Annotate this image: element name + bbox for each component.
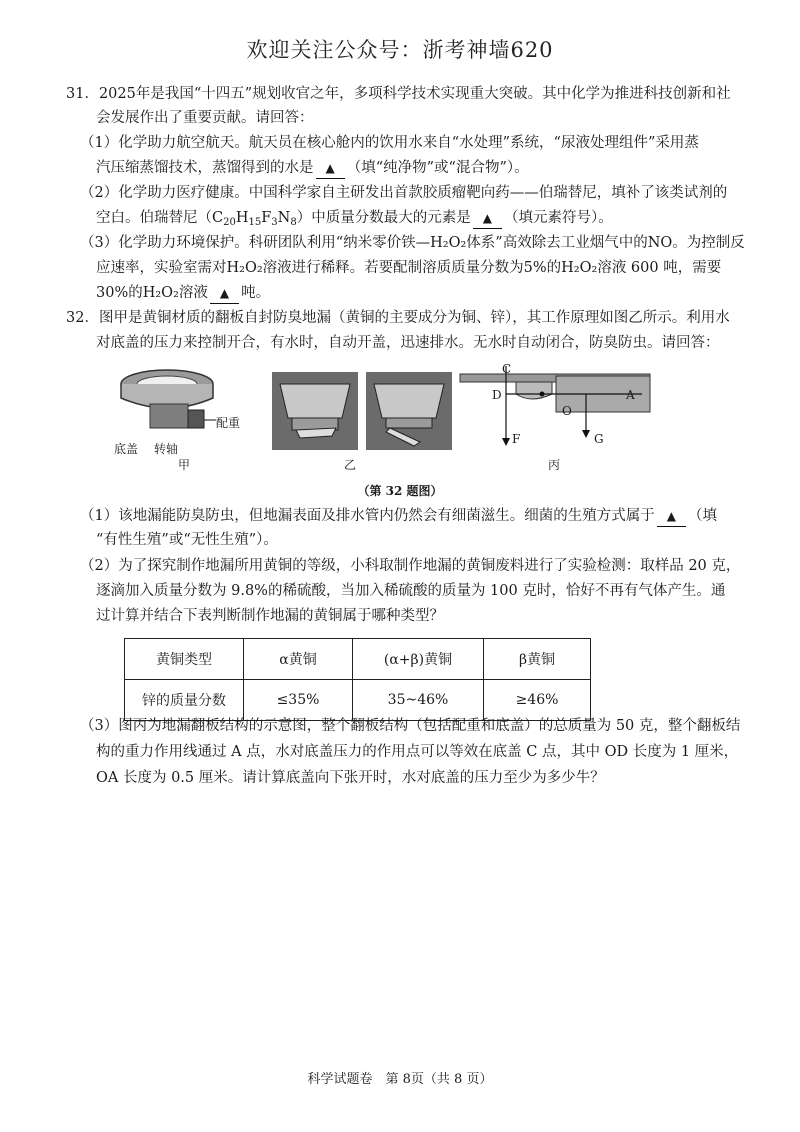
table-cell: α黄铜 <box>244 639 353 680</box>
table-row <box>125 680 591 721</box>
q32-part3-line1: （3）图丙为地漏翻板结构的示意图，整个翻板结构（包括配重和底盖）的总质量为 50 克，整个翻板结 <box>80 718 741 734</box>
formula-el: F <box>261 210 272 226</box>
figure-bing-lever <box>456 364 652 456</box>
q31-part1-line2 <box>96 158 529 179</box>
q31-part3-line1: （3）化学助力环境保护。科研团队利用“纳米零价铁—H₂O₂体系”高效除去工业烟气中的NO。为控制反 <box>80 235 745 251</box>
formula-el: H <box>235 210 249 226</box>
q32-stem-line1: 32．图甲是黄铜材质的翻板自封防臭地漏（黄铜的主要成分为铜、锌），其工作原理如图乙所示。利用水 <box>66 310 730 326</box>
formula-el: N <box>277 210 291 226</box>
q32-part3-line2: 构的重力作用线通过 A 点，水对底盖压力的作用点可以等效在底盖 C 点，其中 OD 长度为 1 厘米， <box>96 744 739 760</box>
label-jia: 甲 <box>178 458 191 472</box>
q31-part3-unit: 吨。 <box>241 285 271 301</box>
q31-part3-line2: 应速率，实验室需对H₂O₂溶液进行稀释。若要配制溶质质量分数为5%的H₂O₂溶液 600 吨，需要 <box>96 260 722 276</box>
answer-blank[interactable]: ▲ <box>210 283 239 304</box>
q32-stem-line2: 对底盖的压力来控制开合，有水时，自动开盖，迅速排水。无水时自动闭合，防臭防虫。请回答： <box>96 335 720 351</box>
formula-sub: 20 <box>223 217 236 228</box>
answer-blank[interactable]: ▲ <box>657 506 686 527</box>
label-weight: 配重 <box>216 416 241 430</box>
label-A: A <box>626 388 635 402</box>
answer-blank[interactable]: ▲ <box>473 208 502 229</box>
formula-sub: 3 <box>271 217 278 228</box>
table-cell: ≤35% <box>244 680 353 721</box>
q32-part1-line1 <box>80 506 717 527</box>
q31-part1-text: 汽压缩蒸馏技术，蒸馏得到的水是 <box>96 160 314 176</box>
label-C: C <box>502 362 512 376</box>
label-D: D <box>492 388 502 402</box>
brass-type-table <box>124 638 591 721</box>
q31-stem-line2: 会发展作出了重要贡献。请回答： <box>96 110 314 126</box>
q31-part2-line2 <box>96 208 613 233</box>
q31-part2-hint: （填元素符号）。 <box>503 210 613 226</box>
page-header: 欢迎关注公众号：浙考神墙620 <box>246 38 554 62</box>
label-G: G <box>594 432 604 446</box>
label-yi: 乙 <box>344 458 357 472</box>
table-row <box>125 639 591 680</box>
q31-part3-line3 <box>96 283 270 304</box>
table-cell: (α+β)黄铜 <box>353 639 484 680</box>
page-footer: 科学试题卷 第 8页（共 8 页） <box>307 1072 493 1087</box>
table-cell: ≥46% <box>484 680 591 721</box>
q32-part3-line3: OA 长度为 0.5 厘米。请计算底盖向下张开时，水对底盖的压力至少为多少牛？ <box>96 770 605 786</box>
table-cell: 35~46% <box>353 680 484 721</box>
q31-part1-hint: （填“纯净物”或“混合物”）。 <box>346 160 529 176</box>
answer-blank[interactable]: ▲ <box>316 158 345 179</box>
figure-caption: （第 32 题图） <box>357 484 443 498</box>
q32-part1-line2: “有性生殖”或“无性生殖”）。 <box>96 532 278 548</box>
q31-part2-mid: ）中质量分数最大的元素是 <box>296 210 471 226</box>
q32-part2-line2: 逐滴加入质量分数为 9.8%的稀硫酸，当加入稀硫酸的质量为 100 克时，恰好不再有气体产生。通 <box>96 583 726 599</box>
table-cell: 黄铜类型 <box>125 639 244 680</box>
q32-part2-line3: 过计算并结合下表判断制作地漏的黄铜属于哪种类型？ <box>96 608 444 624</box>
table-cell: 锌的质量分数 <box>125 680 244 721</box>
q32-part1-text: （1）该地漏能防臭防虫，但地漏表面及排水管内仍然会有细菌滋生。细菌的生殖方式属于 <box>80 508 655 524</box>
q32-part1-hint: （填 <box>687 508 717 524</box>
q32-part2-line1: （2）为了探究制作地漏所用黄铜的等级，小科取制作地漏的黄铜废料进行了实验检测：取样品 20 克， <box>80 558 741 574</box>
formula-sub: 8 <box>290 217 297 228</box>
q31-stem-line1: 31．2025年是我国“十四五”规划收官之年，多项科学技术实现重大突破。其中化学为推进科技创新和社 <box>66 86 731 102</box>
formula-pre: 空白。伯瑞替尼（C <box>96 210 224 226</box>
label-F: F <box>512 432 521 446</box>
formula-sub: 15 <box>248 217 262 228</box>
label-cover: 底盖 <box>114 442 139 456</box>
figure-yi-operation <box>270 370 456 452</box>
label-axis: 转轴 <box>154 442 179 456</box>
label-bing: 丙 <box>548 458 561 472</box>
label-O: O <box>562 404 572 418</box>
q31-part1-line1: （1）化学助力航空航天。航天员在核心舱内的饮用水来自“水处理”系统，“尿液处理组件”采用蒸 <box>80 135 699 151</box>
q31-part3-text: 30%的H₂O₂溶液 <box>96 285 208 301</box>
table-cell: β黄铜 <box>484 639 591 680</box>
q31-part2-line1: （2）化学助力医疗健康。中国科学家自主研发出首款胶质瘤靶向药——伯瑞替尼，填补了该类试剂的 <box>80 185 728 201</box>
